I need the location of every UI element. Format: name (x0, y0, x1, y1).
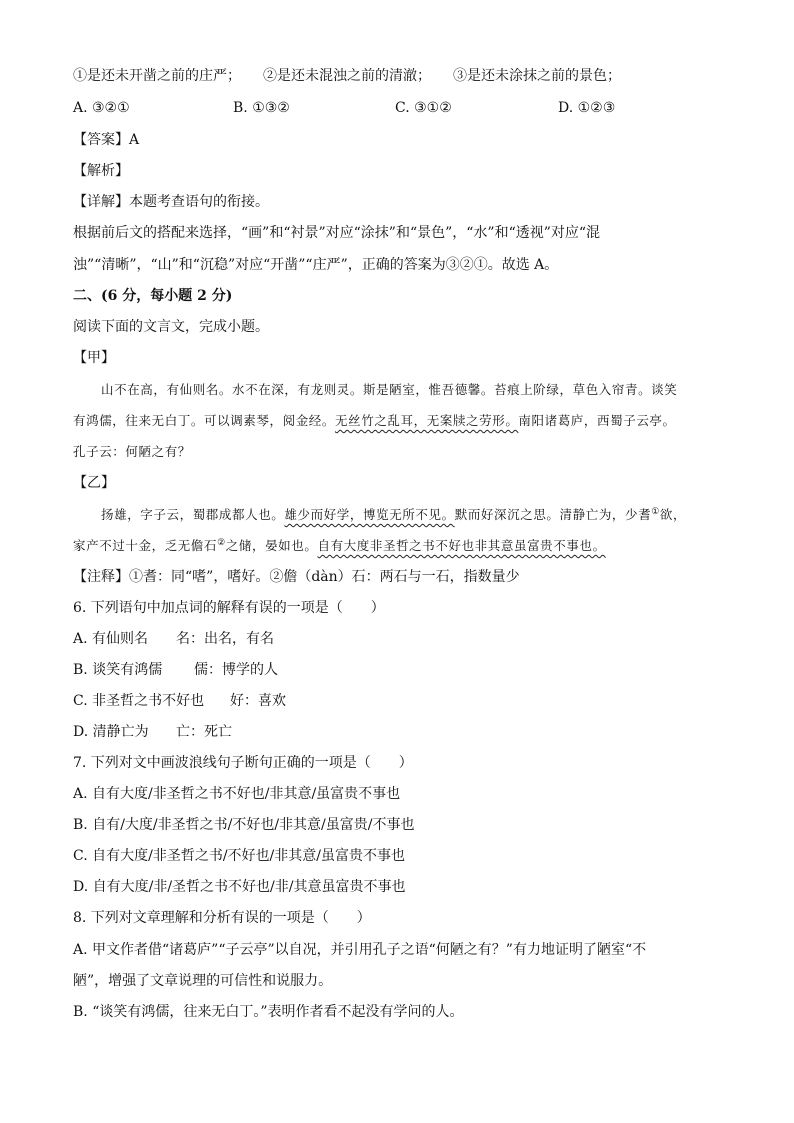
q7-stem: 7. 下列对文中画波浪线句子断句正确的一项是（ ） (73, 755, 413, 771)
q6-option-gloss: 好：喜欢 (230, 693, 286, 709)
passage-jia-line-3: 孔子云：何陋之有？ (73, 444, 191, 459)
q5-items (73, 66, 621, 86)
q7-option-a: A. 自有大度/非圣哲之书不好也/非其意/虽富贵不事也 (73, 786, 401, 802)
passage-yi-line-2 (73, 536, 606, 556)
q5-option-a: A. ③②① (73, 100, 130, 116)
q6-option-gloss: 名：出名，有名 (176, 631, 274, 647)
passage-jia-label: 【甲】 (73, 350, 115, 366)
footnote-marker-2: ② (217, 537, 226, 548)
q6-option-a (73, 629, 393, 649)
q8-option-b: B. “谈笑有鸿儒，往来无白丁。”表明作者看不起没有学问的人。 (73, 1004, 464, 1020)
passage-yi-text: 之储，晏如也。 (225, 538, 318, 553)
q8-option-a-line-2: 陋”，增强了文章说理的可信性和说服力。 (73, 973, 333, 989)
q6-option-gloss: 亡：死亡 (176, 724, 232, 740)
q5-item-2: ②是还未混浊之前的清澈； (263, 68, 431, 84)
q6-option-gloss: 儒：博学的人 (194, 662, 278, 678)
q5-detail: 【详解】本题考查语句的衔接。 (73, 194, 269, 210)
q7-option-b: B. 自有/大度/非圣哲之书/不好也/非其意/虽富贵/不事也 (73, 817, 415, 833)
wavy-underlined-sentence: 自有大度非圣哲之书不好也非其意虽富贵不事也。 (317, 538, 606, 553)
passage-jia-line-1: 山不在高，有仙则名。水不在深，有龙则灵。斯是陋室，惟吾德馨。苔痕上阶绿，草色入帘青。谈笑 (101, 382, 678, 397)
passage-yi-text: 家产不过十金，乏无儋石 (73, 538, 218, 553)
passage-yi-label: 【乙】 (73, 475, 115, 491)
footnote-marker-1: ① (651, 506, 660, 517)
q8-stem: 8. 下列对文章理解和分析有误的一项是（ ） (73, 910, 371, 926)
q6-option-text: B. 谈笑有鸿儒 (73, 662, 163, 678)
q6-option-c (73, 691, 393, 711)
q5-item-1: ①是还未开凿之前的庄严； (73, 68, 241, 84)
passage-yi-line-1 (101, 505, 686, 525)
q6-option-d (73, 722, 393, 742)
wavy-underlined-sentence: 雄少而好学，博览无所不见。 (284, 507, 455, 522)
passage-jia-text: 有鸿儒，往来无白丁。可以调素琴，阅金经。 (73, 413, 336, 428)
wavy-underlined-sentence: 无丝竹之乱耳，无案牍之劳形。 (335, 413, 519, 428)
q7-option-d: D. 自有大度/非/圣哲之书不好也/非/其意虽富贵不事也 (73, 879, 406, 895)
section-heading: 二、(6 分，每小题 2 分) (73, 288, 233, 304)
q6-stem: 6. 下列语句中加点词的解释有误的一项是（ ） (73, 600, 385, 616)
passage-jia-text: 南阳诸葛庐，西蜀子云亭。 (518, 413, 676, 428)
q5-explanation-line-2: 浊”“清晰”，“山”和“沉稳”对应“开凿”“庄严”，正确的答案为③②①。故选 A。 (73, 257, 559, 273)
passage-jia-line-2 (73, 411, 676, 431)
passage-yi-text: 扬雄，字子云，蜀郡成都人也。 (101, 507, 285, 522)
q5-option-b: B. ①③② (233, 100, 290, 116)
q6-option-text: C. 非圣哲之书不好也 (73, 693, 205, 709)
q6-option-text: A. 有仙则名 (73, 631, 149, 647)
notes: 【注释】①耆：同“嗜”，嗜好。②儋（dàn）石：两石与一石，指数量少 (73, 569, 520, 585)
q5-option-d: D. ①②③ (558, 100, 616, 116)
q8-option-a-line-1: A. 甲文作者借“诸葛庐”“子云亭”以自况，并引用孔子之语“何陋之有？”有力地证明了陋室“不 (73, 942, 647, 958)
q7-option-c: C. 自有大度/非圣哲之书/不好也/非其意/虽富贵不事也 (73, 848, 405, 864)
q6-option-b (73, 660, 393, 680)
section-instruction: 阅读下面的文言文，完成小题。 (73, 319, 269, 335)
q5-item-3: ③是还未涂抹之前的景色； (453, 68, 621, 84)
passage-yi-text: 默而好深沉之思。清静亡为，少耆 (454, 507, 652, 522)
q5-analysis-label: 【解析】 (73, 163, 129, 179)
q5-option-c: C. ③①② (395, 100, 452, 116)
passage-yi-text: 欲， (659, 507, 687, 522)
q5-explanation-line-1: 根据前后文的搭配来选择，“画”和“衬景”对应“涂抹”和“景色”，“水”和“透视”对应“混 (73, 225, 601, 241)
q6-option-text: D. 清静亡为 (73, 724, 149, 740)
q5-answer: 【答案】A (73, 132, 140, 148)
